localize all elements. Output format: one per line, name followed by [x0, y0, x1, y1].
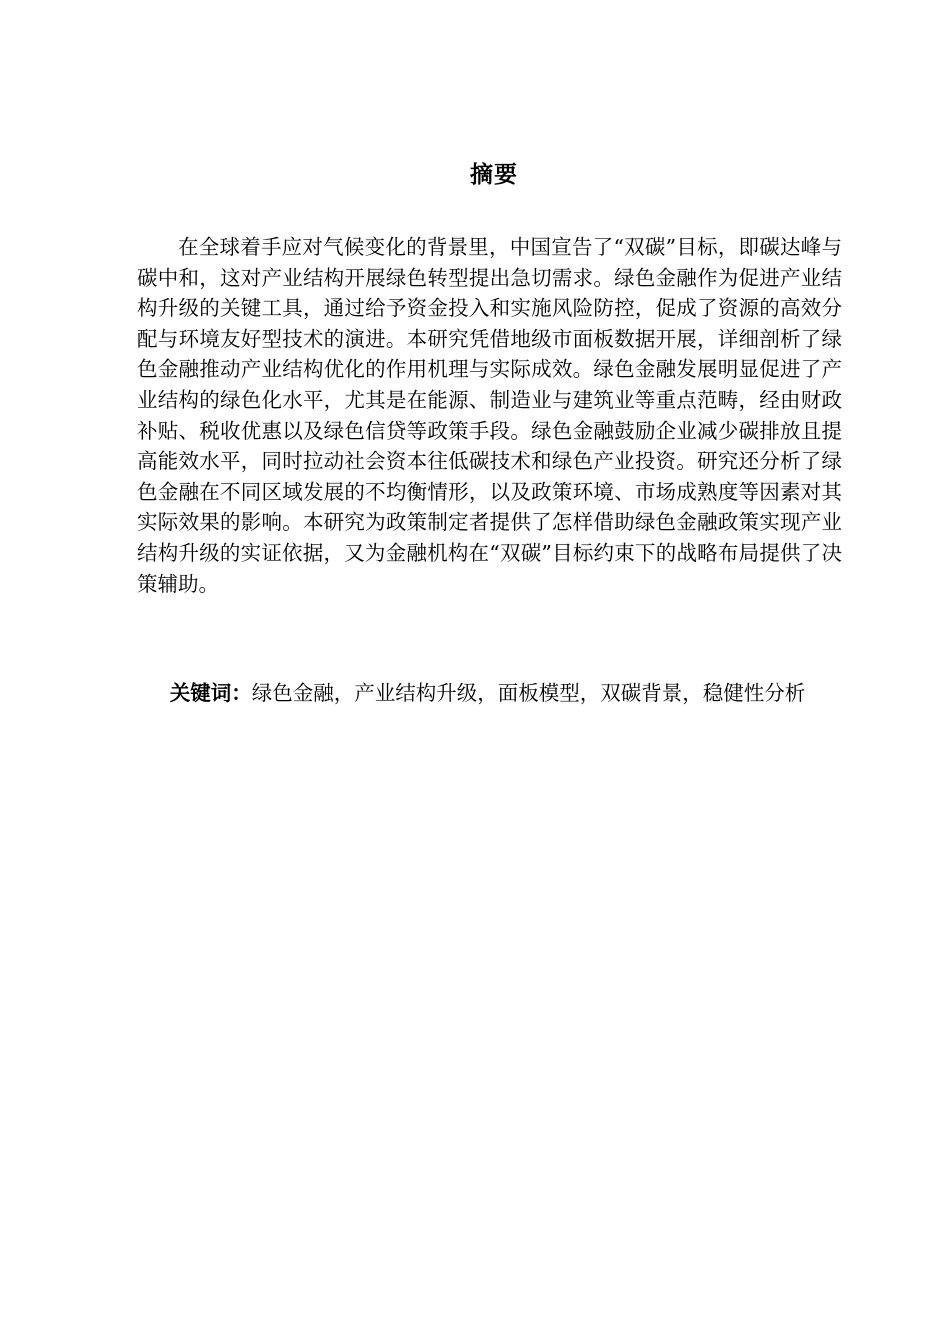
keywords-text: 绿色金融，产业结构升级，面板模型，双碳背景，稳健性分析 — [251, 681, 806, 705]
abstract-body: 在全球着手应对气候变化的背景里，中国宣告了“双碳”目标，即碳达峰与碳中和，这对产业结构开展绿色转型提出急切需求。绿色金融作为促进产业结构升级的关键工具，通过给予资金投入和实施风险防控，促成了资源的高效分配与环境友好型技术的演进。本研究凭借地级市面板数据开展，详细剖析了绿色金融推动产业结构优化的作用机理与实际成效。绿色金融发展明显促进了产业结构的绿色化水平，尤其是在能源、制造业与建筑业等重点范畴，经由财政补贴、税收优惠以及绿色信贷等政策手段。绿色金融鼓励企业减少碳排放且提高能效水平，同时拉动社会资本往低碳技术和绿色产业投资。研究还分析了绿色金融在不同区域发展的不均衡情形，以及政策环境、市场成熟度等因素对其实际效果的影响。本研究为政策制定者提供了怎样借助绿色金融政策实现产业结构升级的实证依据，又为金融机构在“双碳”目标约束下的战略布局提供了决策辅助。 — [137, 235, 842, 596]
keywords-label: 关键词： — [169, 681, 252, 705]
keywords-paragraph — [137, 678, 842, 709]
abstract-title: 摘要 — [470, 162, 518, 188]
